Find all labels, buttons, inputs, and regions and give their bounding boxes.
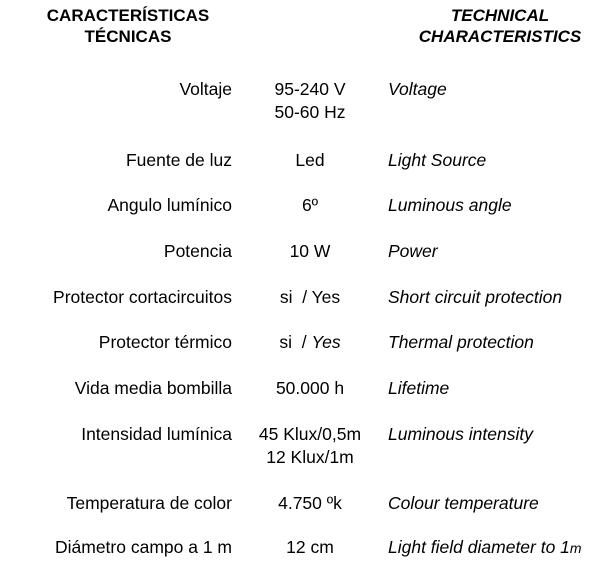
- spec-value: 50.000 h: [275, 378, 345, 398]
- spec-value: 6º: [301, 195, 319, 215]
- spanish-header-line1: CARACTERÍSTICAS: [46, 6, 210, 25]
- spec-value: [245, 331, 375, 354]
- spec-value-line1: 95-240 V: [274, 79, 346, 99]
- spec-label-es: Protector cortacircuitos: [53, 287, 232, 307]
- spec-value: 10 W: [289, 241, 331, 261]
- spec-label-en: Voltage: [388, 79, 447, 99]
- spec-label-es: Diámetro campo a 1 m: [54, 537, 232, 557]
- spanish-header: [30, 5, 226, 47]
- spec-label-en: Thermal protection: [388, 332, 534, 352]
- spec-label-en: Luminous angle: [388, 195, 512, 215]
- spec-label-en: Colour temperature: [388, 493, 539, 513]
- spec-value-prefix: si /: [279, 332, 312, 352]
- spec-label-es: Voltaje: [179, 79, 232, 99]
- spec-value-line2: 12 Klux/1m: [266, 447, 354, 467]
- spec-value-italic: Yes: [311, 332, 341, 352]
- spec-value: si / Yes: [279, 287, 341, 307]
- spec-label-es: Fuente de luz: [125, 150, 232, 170]
- spec-value: Led: [295, 150, 325, 170]
- spec-label-en: Short circuit protection: [388, 287, 563, 307]
- spec-label-es: Angulo lumínico: [107, 195, 232, 215]
- english-header-line1: TECHNICAL: [450, 6, 550, 25]
- spec-label-en: Light Source: [388, 150, 487, 170]
- spec-label-en: Luminous intensity: [388, 424, 533, 444]
- spec-label-en: Power: [388, 241, 438, 261]
- spec-label-es: Vida media bombilla: [74, 378, 232, 398]
- spec-label-es: Protector térmico: [98, 332, 232, 352]
- spec-label-en-unit: m: [569, 540, 582, 556]
- spec-value-line1: 45 Klux/0,5m: [258, 424, 362, 444]
- spanish-header-line2: TÉCNICAS: [84, 27, 172, 46]
- spec-label-en: Lifetime: [388, 378, 450, 398]
- english-header: [400, 5, 600, 47]
- spec-value: 4.750 ºk: [278, 493, 342, 513]
- spec-value: [245, 423, 375, 469]
- spec-label-es: Temperatura de color: [66, 493, 232, 513]
- spec-value: 12 cm: [286, 537, 334, 557]
- spec-value-line2: 50-60 Hz: [274, 102, 346, 122]
- spec-label-es: Intensidad lumínica: [81, 424, 232, 444]
- spec-label-en: [388, 536, 582, 560]
- spec-value: [245, 78, 375, 124]
- spec-label-es: Potencia: [163, 241, 232, 261]
- english-header-line2: CHARACTERISTICS: [418, 27, 582, 46]
- spec-label-en-main: Light field diameter to 1: [388, 537, 570, 557]
